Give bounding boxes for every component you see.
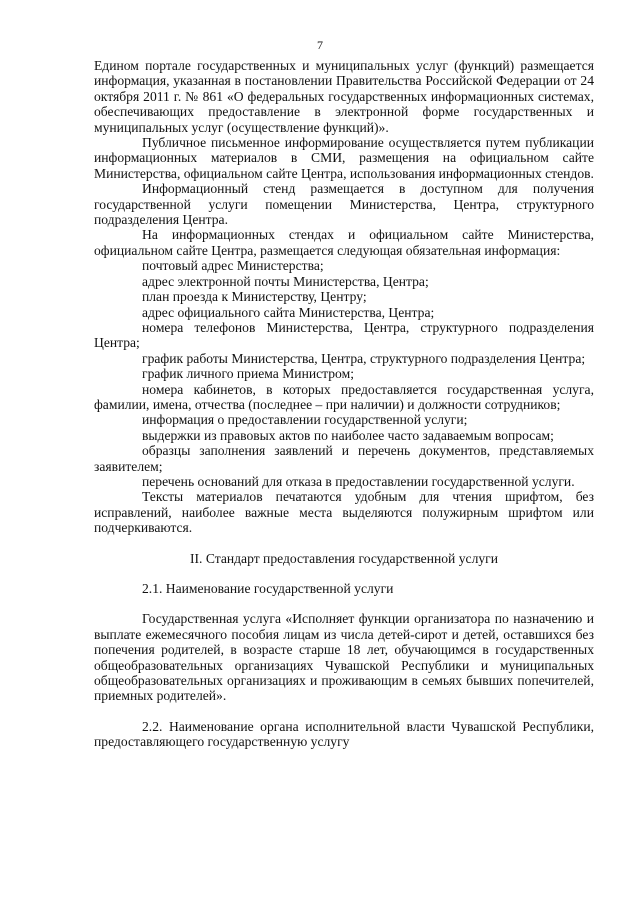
list-item: информация о предоставлении государственной услуги;	[142, 412, 468, 428]
list-item: адрес официального сайта Министерства, Центра;	[142, 304, 435, 320]
list-item: номера телефонов Министерства, Центра, структурного подразделения Центра;	[94, 319, 594, 351]
list-item: номера кабинетов, в которых предоставляется государственная услуга, фамилии, имена, отчества (последнее – при наличии) и должности сотрудников;	[94, 381, 594, 412]
section-heading: II. Стандарт предоставления государственной услуги	[189, 550, 498, 566]
page-number: 7	[317, 38, 323, 52]
list-item: план проезда к Министерству, Центру;	[142, 289, 367, 305]
list-item: график работы Министерства, Центра, структурного подразделения Центра;	[142, 350, 586, 366]
continuation-paragraph: Едином портале государственных и муниципальных услуг (функций) размещается информация, указанная в постановлении Правительства Российской Федерации от 24 октября 2011 г. № 861 «О федеральных государственных информационных системах, обеспечивающих предоставление в электронной форме государственных и муниципальных услуг (осуществление функций)».	[94, 58, 594, 135]
list-item: перечень оснований для отказа в предоставлении государственной услуги.	[142, 473, 575, 489]
texts-paragraph: Тексты материалов печатаются удобным для чтения шрифтом, без исправлений, наиболее важные места выделяются полужирным шрифтом или подчеркиваются.	[94, 489, 594, 536]
page-content	[94, 58, 594, 750]
subsection-2-1-title: 2.1. Наименование государственной услуги	[142, 581, 394, 596]
list-item: образцы заполнения заявлений и перечень документов, представляемых заявителем;	[94, 443, 594, 474]
info-stand-paragraph: Информационный стенд размещается в доступном для получения государственной услуги помещении Министерства, Центра, структурного подразделения Центра.	[94, 181, 594, 228]
subsection-2-2-title: 2.2. Наименование органа исполнительной власти Чувашской Республики, предоставляющего государственную услугу	[94, 718, 594, 750]
list-item: график личного приема Министром;	[142, 366, 354, 382]
list-item: адрес электронной почты Министерства, Центра;	[142, 273, 429, 289]
public-informing-paragraph: Публичное письменное информирование осуществляется путем публикации информационных материалов в СМИ, размещения на официальном сайте Министерства, официальном сайте Центра, использования информационных стендов.	[94, 135, 594, 181]
subsection-2-1-text: Государственная услуга «Исполняет функции организатора по назначению и выплате ежемесячного пособия лицам из числа детей-сирот и детей, оставшихся без попечения родителей, в возрасте старше 18 лет, обучающимся в государственных общеобразовательных организациях Чувашской Республики и муниципальных общеобразовательных организациях и проживающим в семьях бывших попечителей, приемных родителей».	[94, 611, 594, 704]
info-list-intro: На информационных стендах и официальном сайте Министерства, официальном сайте Центра, размещается следующая обязательная информация:	[94, 227, 594, 258]
list-item: выдержки из правовых актов по наиболее часто задаваемым вопросам;	[142, 427, 554, 443]
list-item: почтовый адрес Министерства;	[142, 258, 324, 274]
